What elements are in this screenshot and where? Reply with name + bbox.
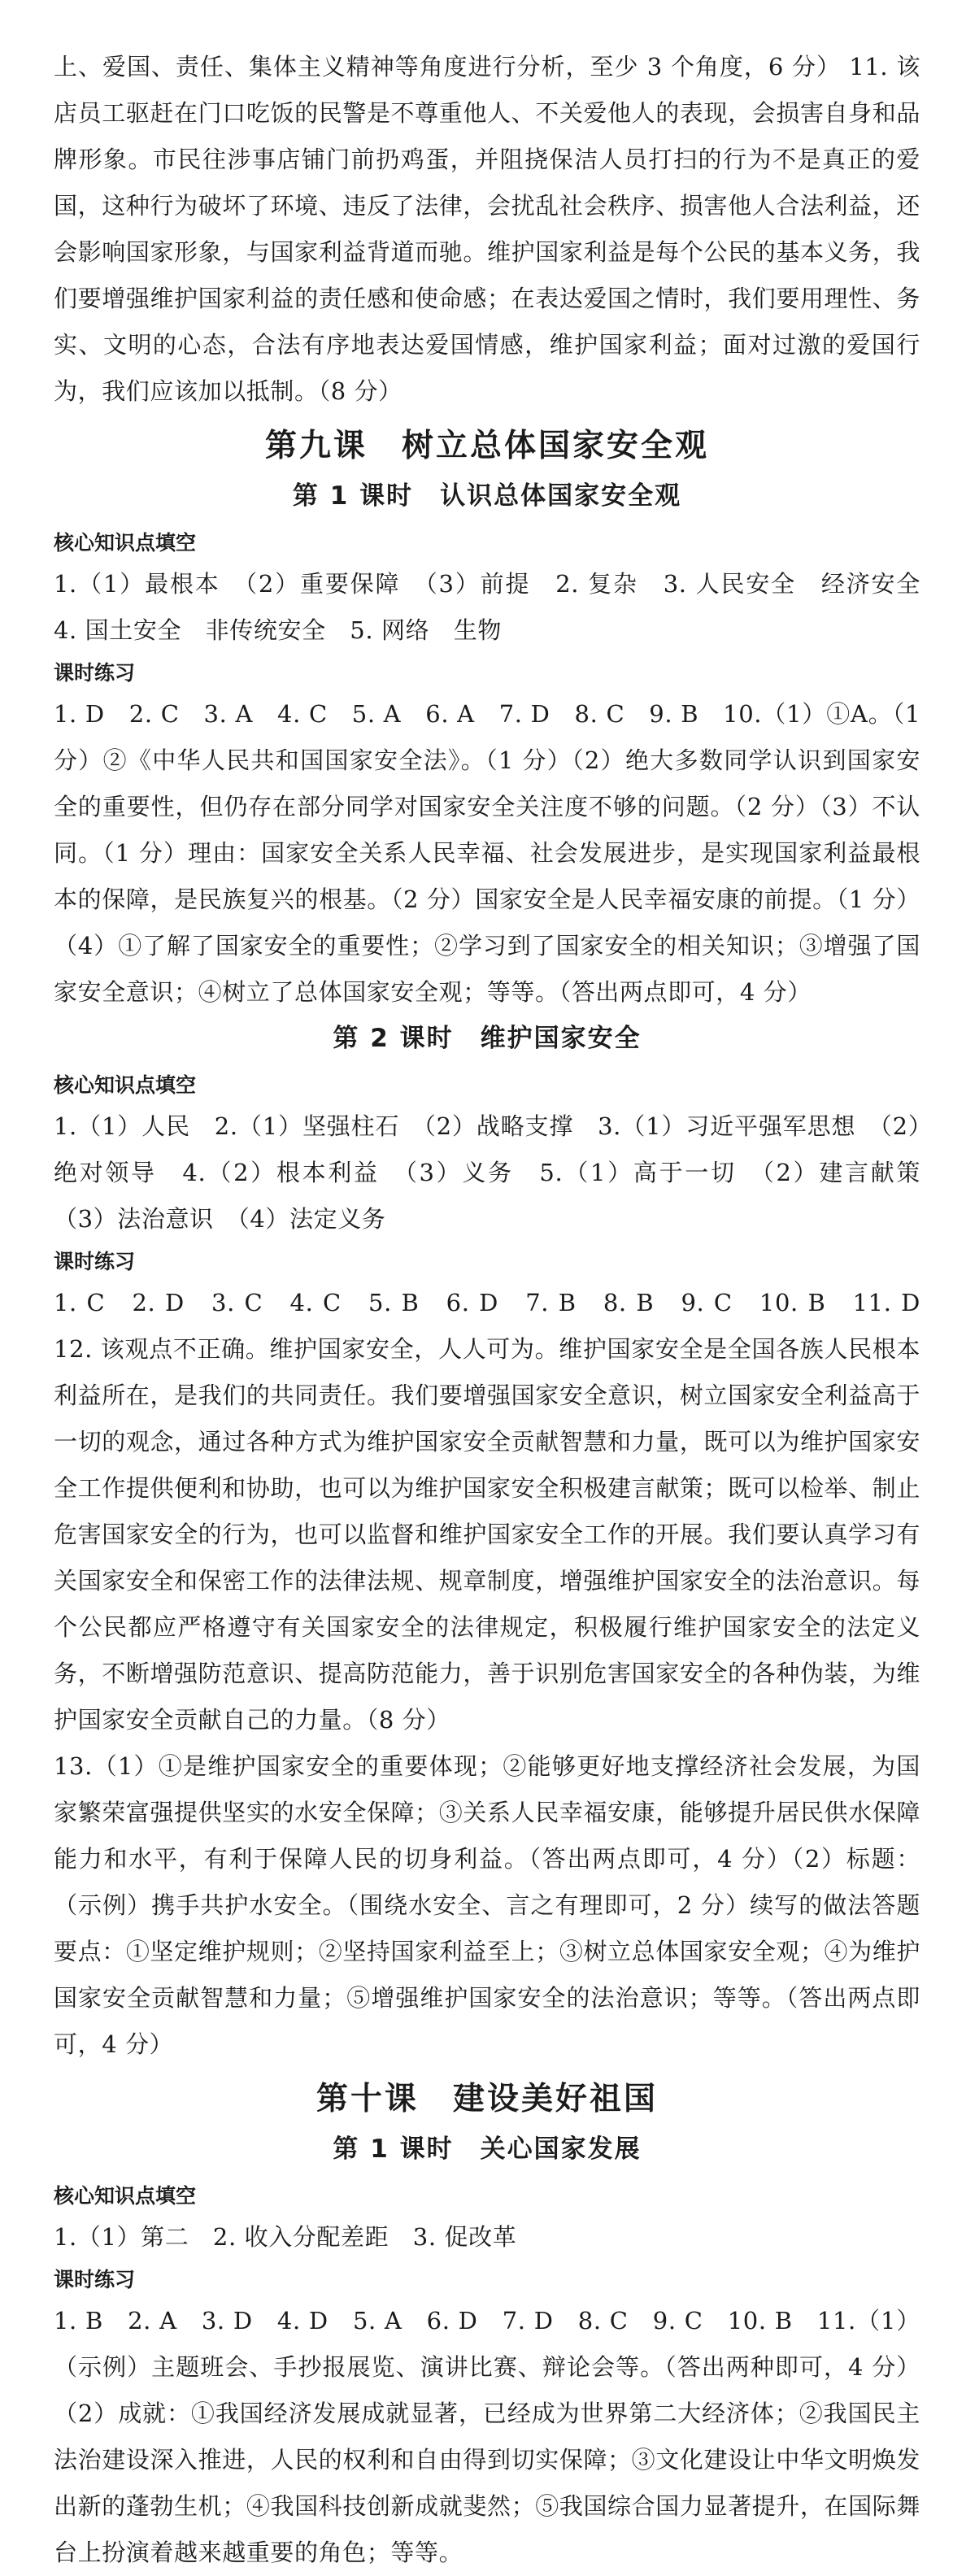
lesson-9-period-1-title: 第 1 课时 认识总体国家安全观: [292, 481, 682, 511]
practice-answers: 1. C 2. D 3. C 4. C 5. B 6. D 7. B 8. B 9. C 10. B 11. D 12. 该观点不正确。维护国家安全，人人可为。维护国家安全是全国各族人民根本利益所在，是我们的共同责任。我们要增强国家安全意识，树立国家安全利益高于一切的观念，通过各种方式为维护国家安全贡献智慧和力量，既可以为维护国家安全工作提供便利和协助，也可以为维护国家安全积极建言献策；既可以检举、制止危害国家安全的行为，也可以监督和维护国家安全工作的开展。我们要认真学习有关国家安全和保密工作的法律法规、规章制度，增强维护国家安全的法治意识。每个公民都应严格遵守有关国家安全的法律规定，积极履行维护国家安全的法定义务，不断增强防范意识、提高防范能力，善于识别危害国家安全的各种伪装，为维护国家安全贡献自己的力量。（8 分）: [54, 1289, 945, 1734]
lesson-9-period-2-title: 第 2 课时 维护国家安全: [333, 1024, 642, 1053]
practice-answers: 1. B 2. A 3. D 4. D 5. A 6. D 7. D 8. C 9. C 10. B 11.（1）（示例）主题班会、手抄报展览、演讲比赛、辩论会等。（答出两种即可，4 分）（2）成就：①我国经济发展成就显著，已经成为世界第二大经济体；②我国民主法治建设深入推进，人民的权利和自由得到切实保障；③文化建设让中华文明焕发出新的蓬勃生机；④我国科技创新成就斐然；⑤我国综合国力显著提升，在国际舞台上扮演着越来越重要的角色；等等。: [54, 2307, 920, 2566]
fill-blank-heading: 核心知识点填空: [54, 531, 197, 555]
fill-blank-heading: 核心知识点填空: [54, 2184, 197, 2208]
fill-blank-answers: 1.（1）第二 2. 收入分配差距 3. 促改革: [54, 2223, 517, 2251]
question-13-answer: 13.（1）①是维护国家安全的重要体现；②能够更好地支撑经济社会发展，为国家繁荣富强提供坚实的水安全保障；③关系人民幸福安康，能够提升居民供水保障能力和水平，有利于保障人民的切身利益。（答出两点即可，4 分）（2）标题：（示例）携手共护水安全。（围绕水安全、言之有理即可，2 分）续写的做法答题要点：①坚定维护规则；②坚持国家利益至上；③树立总体国家安全观；④为维护国家安全贡献智慧和力量；⑤增强维护国家安全的法治意识；等等。（答出两点即可，4 分）: [54, 1752, 920, 2058]
intro-paragraph: 上、爱国、责任、集体主义精神等角度进行分析，至少 3 个角度，6 分） 11. 该店员工驱赶在门口吃饭的民警是不尊重他人、不关爱他人的表现，会损害自身和品牌形象。市民往涉事店铺门前扔鸡蛋，并阻挠保洁人员打扫的行为不是真正的爱国，这种行为破坏了环境、违反了法律，会扰乱社会秩序、损害他人合法利益，还会影响国家形象，与国家利益背道而驰。维护国家利益是每个公民的基本义务，我们要增强维护国家利益的责任感和使命感；在表达爱国之情时，我们要用理性、务实、文明的心态，合法有序地表达爱国情感，维护国家利益；面对过激的爱国行为，我们应该加以抵制。（8 分）: [54, 53, 920, 405]
lesson-10-period-1-title: 第 1 课时 关心国家发展: [333, 2134, 642, 2164]
answer-page: [0, 44, 953, 2566]
lesson-10-title: 第十课 建设美好祖国: [315, 2081, 658, 2117]
practice-heading: 课时练习: [54, 2268, 136, 2291]
practice-answers: 1. D 2. C 3. A 4. C 5. A 6. A 7. D 8. C 9. B 10.（1）①A。（1 分）②《中华人民共和国国家安全法》。（1 分）（2）绝大多数同学认识到国家安全的重要性，但仍存在部分同学对国家安全关注度不够的问题。（2 分）（3）不认同。（1 分）理由：国家安全关系人民幸福、社会发展进步，是实现国家利益最根本的保障，是民族复兴的根基。（2 分）国家安全是人民幸福安康的前提。（1 分）（4）①了解了国家安全的重要性；②学习到了国家安全的相关知识；③增强了国家安全意识；④树立了总体国家安全观；等等。（答出两点即可，4 分）: [54, 700, 920, 1006]
fill-blank-answers: 1.（1）人民 2.（1）坚强柱石 （2）战略支撑 3.（1）习近平强军思想 （2）绝对领导 4.（2）根本利益 （3）义务 5.（1）高于一切 （2）建言献策 （3）法治意识 （4）法定义务: [54, 1112, 945, 1233]
lesson-9-title: 第九课 树立总体国家安全观: [264, 428, 709, 464]
fill-blank-answers: 1.（1）最根本 （2）重要保障 （3）前提 2. 复杂 3. 人民安全 经济安全 4. 国土安全 非传统安全 5. 网络 生物: [54, 570, 945, 644]
practice-heading: 课时练习: [54, 1250, 136, 1273]
practice-heading: 课时练习: [54, 661, 136, 685]
fill-blank-heading: 核心知识点填空: [54, 1073, 197, 1097]
